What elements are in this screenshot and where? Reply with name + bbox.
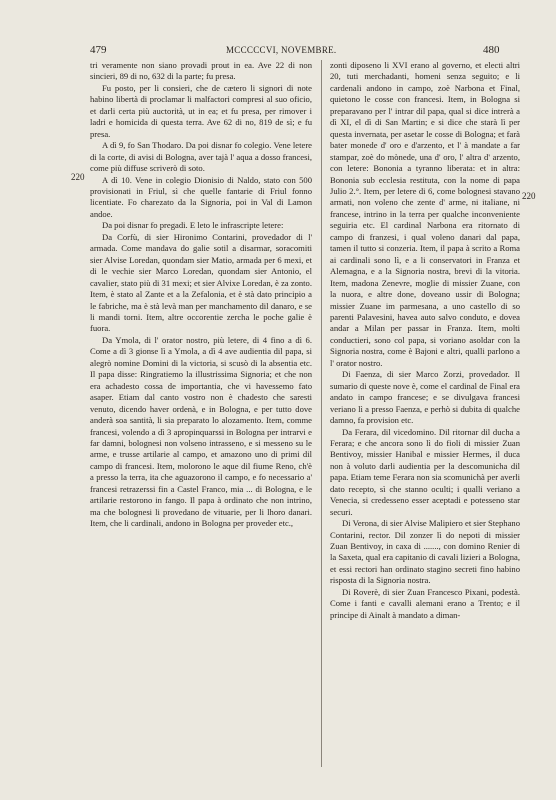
left-column [90,60,312,530]
page-number-left: 479 [90,44,107,56]
paragraph: Da poi disnar fo pregadi. E leto le infrascripte letere: [102,220,284,231]
paragraph: zonti diposeno li XVI erano al governo, et electi altri 20, tuti merchadanti, homeni senza seguito; e li cardenali andono in campo, zoè Narbona et Final, quietono le cosse con francesi. Item, in Bologna si preparavano per l' intrar dil papa, qual si dice intrerà a dì XI, el dì di San Martin; e si dice che starà lì per questa invernata, per asetar le cosse di Bologna; et farà bater monede d' oro e d'arzento, et l' à mandate a far stampar, zoè do mònede, una d' oro, l' altra d' arzento, con letere: Bononia a tyranno liberata: et in altra: Bononia sub ecclesia restituta, con la nome di papa Julio 2.°. Item, per letere di 6, come bolognesi stavano armati, non voleno che zente d' arme, ni italiane, ni francese, intrino in la terra per qualche inconveniente seguiria etc. El cardinal Narbona era ritornato di campo di franzesi, i qual voleno danari dal papa, tamen il tutto si conzeria. Item, il papa à scrito a Roma ai cardinali sono lì, e a li conservatori in Franza et Alemagna, e a la Signoria nostra, brevi di la vitoria. Item, madona Zenevre, moglie di missier Zuane, con la nuora, e altre done, doveano ussir di Bologna; missier Zuane im parmesana, a uno castello di so parenti Palavesini, havea auto salvo conduto, e dovea andar a Milan per passar in Franza. Item, molti conductieri, sono col papa, si voriano asoldar con la Signoria nostra, come è Bajoni e altri, qualli parlono a l' orator nostro. [330,60,520,368]
paragraph: Di Roverè, di sier Zuan Francesco Pixani, podestà. Come i fanti e cavalli alemani erano a Trento; e il principe di Ainalt à mandato a diman- [330,586,520,620]
paragraph: A dì 9, fo San Thodaro. Da poi disnar fo colegio. Vene letere di la corte, di avisi di Bologna, aver tajà l' aqua a dosso francesi, come più diffuse scriverò di soto. [90,140,312,174]
paragraph: tri veramente non siano provadi prout in ea. Ave 22 di non sincieri, 89 di no, 632 di la parte; fu presa. [90,60,312,82]
paragraph: Da Ferara, dil vicedomino. Dil ritornar dil ducha a Ferara; e che ancora sono lì do fioli di missier Zuan Bentivoy, missier Hanibal e missier Hermes, il duca non à voluto darli audientia per la descomunicha dil papa. Etiam teme Ferara non sia scomunichà per averli dato recepto, sì che stanno oculti; i qualli veriano a Venecia, si credesseno esser aceptadi e potesseno star securi. [330,426,520,517]
right-column [330,60,520,621]
paragraph: Di Faenza, di sier Marco Zorzi, provedador. Il sumario di queste nove è, come el cardinal de Final era andato in campo francese; e se divulgava francesi veriano lì a presso Faenza, e perhò si dubita di qualche damno, fa provision etc. [330,369,520,426]
paragraph: Fu posto, per li consieri, che de cætero li signori di note habino libertà di proclamar li malfactori compresi al suo oficio, et darli certa più auctorità, ut in ea; et fu presa, per rimover i ladri e homicida di questa terra. Ave 62 di no, 819 de sì; e fu presa. [90,82,312,139]
column-divider [321,60,322,767]
running-title: MCCCCCVI, NOVEMBRE. [226,45,337,55]
margin-number-right: 220 [522,191,536,201]
paragraph: Da Ymola, di l' orator nostro, più letere, di 4 fino a dì 6. Come a dì 3 gionse lì a Ymola, a dì 4 ave audientia dil papa, si alegrò nomine Domini di la victoria, si scusò di la absentia etc. Il papa disse: Ringratiemo la illustrissima Signoria; et che non era achadesto cossa de importantia, che vi havessemo fato asaper. Etiam dal canto vostro non è chadesto che saresti venuto, dicendo haver ordenà, e in Bologna, e per tutto dove anderà soa santità, li sia preparato lo alozamento. Item, comme francesi, volendo a dì 3 apropinquarssi in Bologna per intrarvi e far damni, bolognesi non volseno intrasseno, e si messeno su le arme, e trusse artilarie al campo, et amazono uno di primi dil campo di francesi. Item, molorono le aque dil fiume Reno, ch'è a presso la terra, ita che aguazorono il campo, e fo necessario a' francesi retrazerssi fin a Castel Franco, mia ... di Bologna, e le artilarie restorono in fango. Il papa à ordinato che non intrino, ma che bolognesi li provedano de vituarie, per li lhoro danari. Item, che li cardinali, andono in Bologna per proveder etc., [90,334,312,529]
paragraph: Da Corfù, di sier Hironimo Contarini, provedador di l' armada. Come mandava do galie sotil a disarmar, soracomiti sier Alvise Loredan, quondam sier Matio, armada per 6 mexi, et di le vechie sier Marco Loredan, quondam sier Antonio, el cavalier, stato più di 31 mexi; et sier Alvixe Loredan, è za zonto. Item, è stato al Zante et a la Zefalonia, et è stà dato principio a le fabriche, ma è stà levà man per manchamento dil danaro, e se li mandi torni. Item, altre occorentie zercha le poche galie è fuora. [90,231,312,334]
margin-number-left: 220 [71,172,85,182]
paragraph: Di Verona, di sier Alvise Malipiero et sier Stephano Contarini, rector. Dil zonzer lì do nepoti di missier Zuan Bentivoy, in caxa di ......., con domino Renier di la Saxeta, qual era capitanio di cavali lizieri a Bologna, et essi rectori han ordinato stagino secreti fino habino risposta di la Signoria nostra. [330,518,520,586]
paragraph: A dì 10. Vene in colegio Dionisio di Naldo, stato con 500 provisionati in Friul, sì che quelle fantarie di Friul fonno licentiate. Fo charezato da la Signoria, poi in Val di Lamon andoe. [90,174,312,219]
page-number-right: 480 [483,44,500,56]
